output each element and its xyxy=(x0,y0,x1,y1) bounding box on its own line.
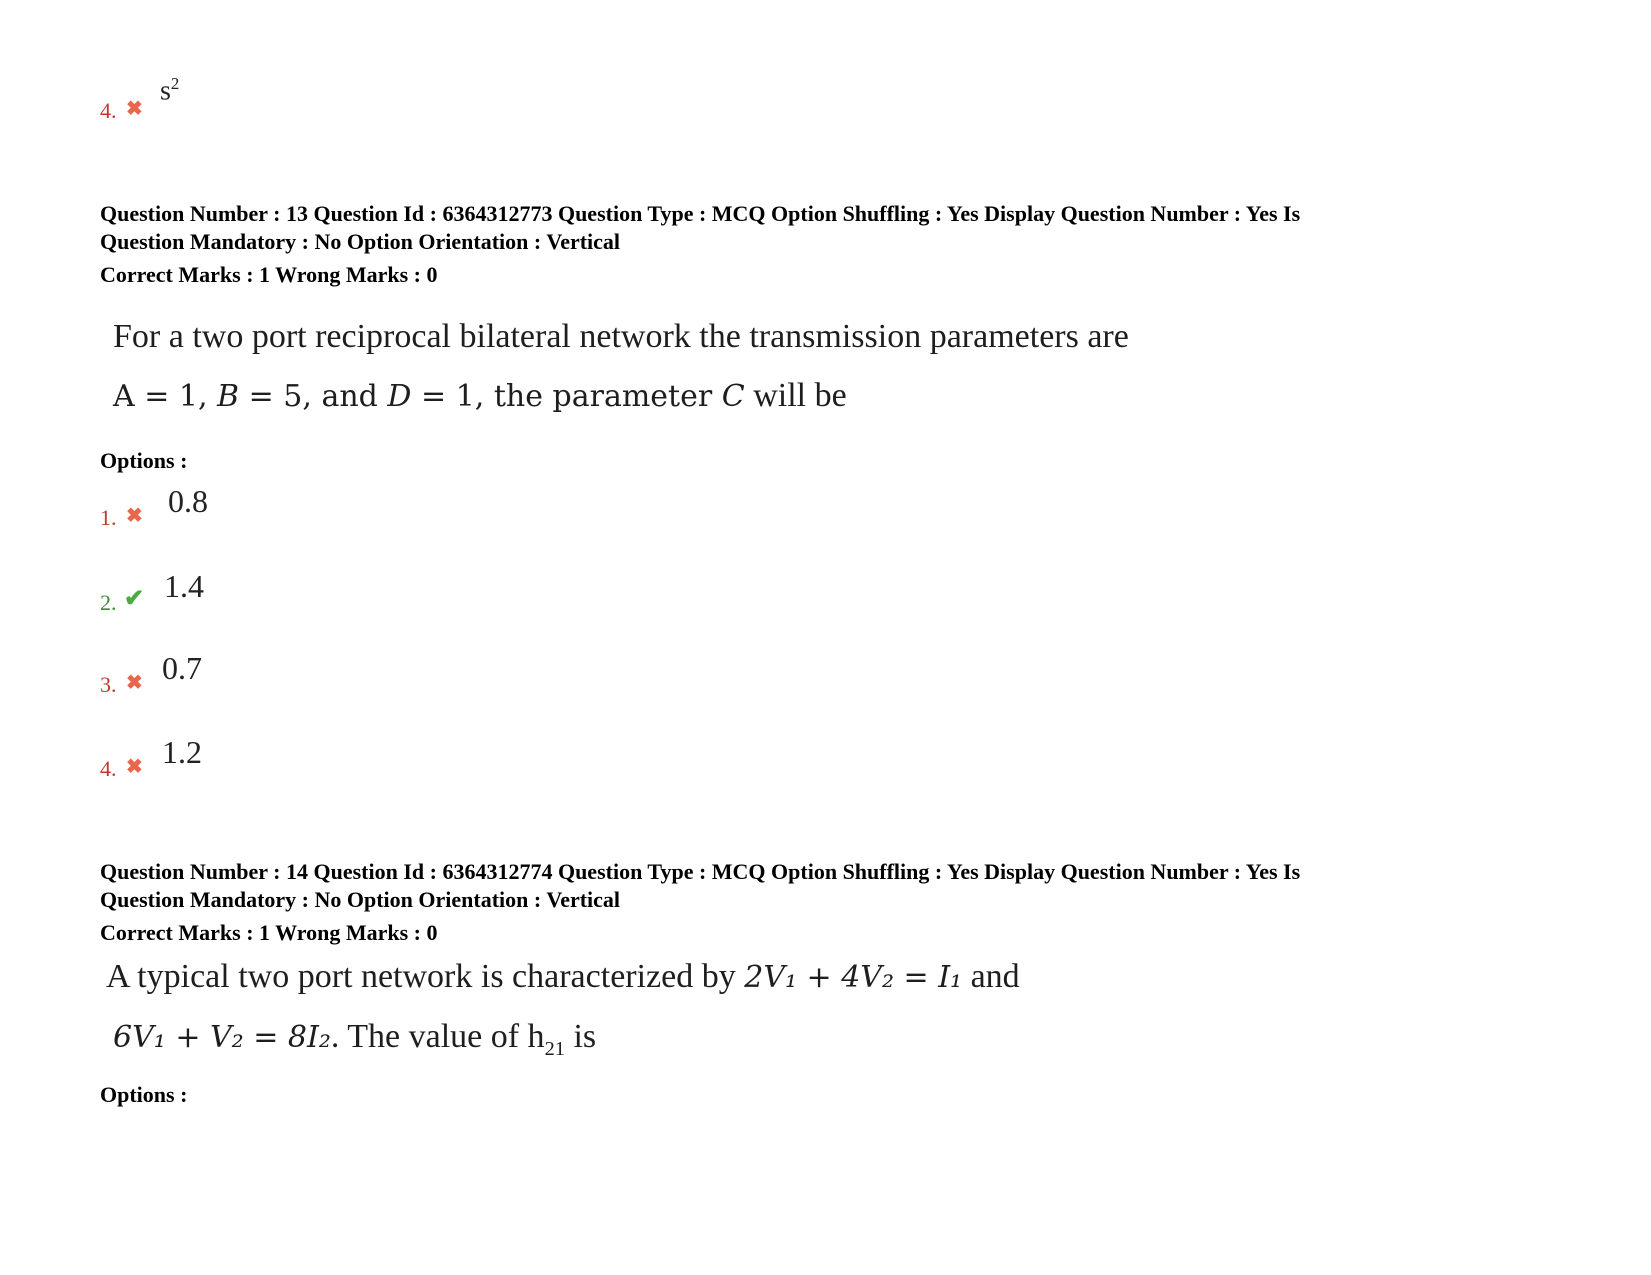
option-number: 2. xyxy=(100,590,117,615)
option-number: 4. xyxy=(100,756,117,781)
wrong-icon: ✖ xyxy=(126,505,143,527)
meta-line-2: Question Mandatory : No Option Orientation : Vertical xyxy=(100,229,621,254)
option-number: 4. xyxy=(100,98,117,123)
option-number: 1. xyxy=(100,505,117,530)
question-13-stem-line-1: For a two port reciprocal bilateral network the transmission parameters are xyxy=(113,318,1129,355)
options-label: Options : xyxy=(100,448,188,473)
meta-line-2: Question Mandatory : No Option Orientation : Vertical xyxy=(100,887,621,912)
option-3[interactable] xyxy=(100,650,202,698)
question-14-meta xyxy=(100,858,1300,947)
question-13-meta xyxy=(100,200,1300,289)
option-value: 0.7 xyxy=(162,650,202,686)
option-2[interactable] xyxy=(100,568,204,616)
prev-option-4 xyxy=(100,74,180,124)
option-value: 1.4 xyxy=(164,568,204,604)
question-14-stem-line-2: 6V₁ + V₂ = 8I₂. The value of $h_{21}$ is xyxy=(113,1018,597,1060)
meta-line-1: Question Number : 13 Question Id : 6364312773 Question Type : MCQ Option Shuffling : Yes Display Question Number : Yes Is xyxy=(100,201,1301,226)
meta-line-1: Question Number : 14 Question Id : 6364312774 Question Type : MCQ Option Shuffling : Yes Display Question Number : Yes Is xyxy=(100,859,1301,884)
question-13-stem-line-2: A = 1, B = 5, and D = 1, the parameter C will be xyxy=(113,377,847,414)
options-label: Options : xyxy=(100,1082,188,1107)
wrong-icon: ✖ xyxy=(126,756,143,778)
wrong-icon: ✖ xyxy=(126,672,143,694)
option-value: 1.2 xyxy=(162,734,202,770)
option-value: $s^2$ xyxy=(160,74,180,107)
marks-line: Correct Marks : 1 Wrong Marks : 0 xyxy=(100,920,438,945)
option-4[interactable] xyxy=(100,734,202,782)
wrong-icon: ✖ xyxy=(126,98,143,120)
option-1[interactable] xyxy=(100,483,208,531)
question-14-stem-line-1: A typical two port network is characterized by 2V₁ + 4V₂ = I₁ and xyxy=(106,958,1020,995)
option-number: 3. xyxy=(100,672,117,697)
check-icon: ✔ xyxy=(124,586,145,612)
option-value: 0.8 xyxy=(168,483,208,519)
marks-line: Correct Marks : 1 Wrong Marks : 0 xyxy=(100,262,438,287)
